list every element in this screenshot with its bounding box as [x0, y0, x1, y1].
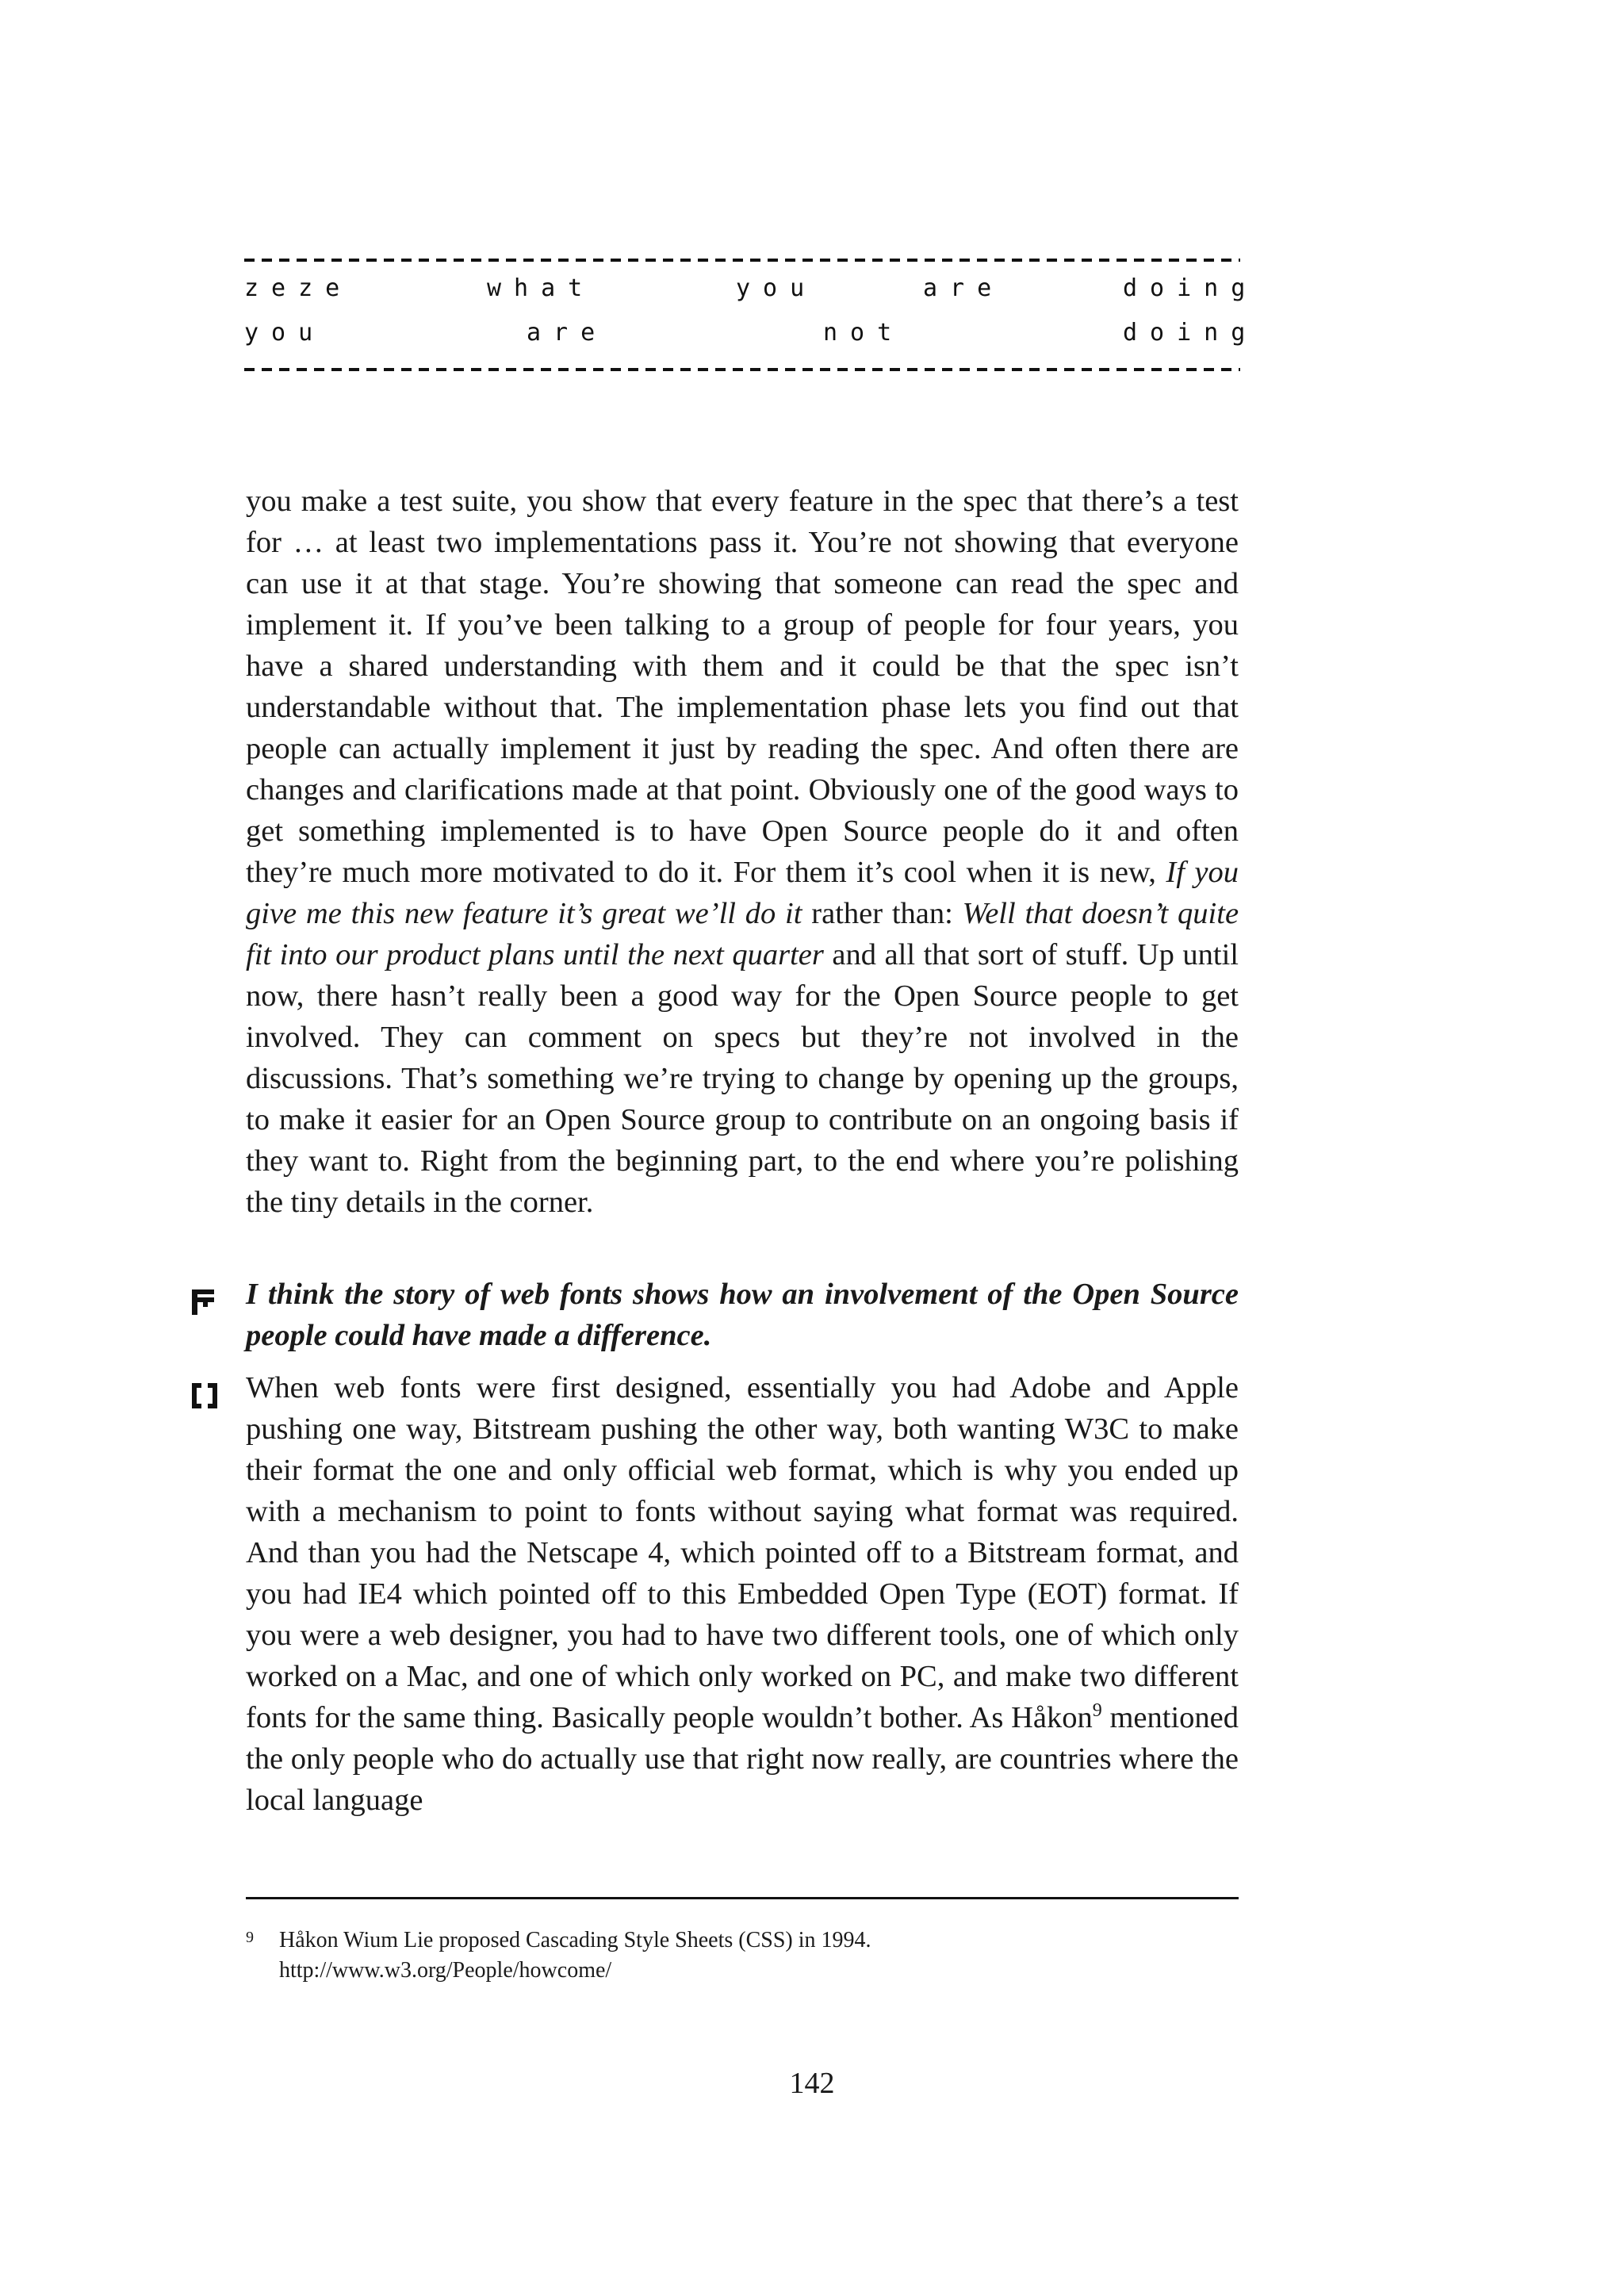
footnote — [246, 1926, 1239, 1986]
footnote-number: 9 — [246, 1929, 254, 1946]
paragraph-text: mentioned the only people who do actually use that right now really, are countries where the local language — [246, 1701, 1239, 1817]
interview-question — [246, 1274, 1239, 1356]
answer-marker-icon — [189, 1380, 220, 1412]
footnote-url[interactable]: http://www.w3.org/People/howcome/ — [279, 1958, 612, 1983]
header-word: are — [527, 319, 608, 347]
header-word: are — [923, 274, 1005, 302]
dashed-rule-top — [244, 259, 1240, 262]
header-word: zeze — [244, 274, 353, 302]
header-word: you — [736, 274, 818, 302]
body-paragraph — [246, 481, 1239, 1223]
italic-quote: If you give me this new feature it’s great we’ll do it — [246, 856, 1239, 930]
chapter-header-ornament — [244, 247, 1258, 377]
question-text: I think the story of web fonts shows how an involvement of the Open Source people could have made a difference. — [246, 1278, 1239, 1352]
footnote-text: Håkon Wium Lie proposed Cascading Style Sheets (CSS) in 1994. — [279, 1928, 871, 1952]
page-number: 142 — [789, 2067, 835, 2100]
paragraph-text: you make a test suite, you show that every feature in the spec that there’s a test for … at least two implementations pass it. You’re not showing that everyone can use it at that stage. You’re showing that someone can read the spec and implement it. If you’ve been talking to a group of people for four years, you have a shared understanding with them and it could be that the spec isn’t understandable without that. The implementation phase lets you find out that people can actually implement it just by reading the spec. And often there are changes and clarifications made at that point. Obviously one of the good ways to get something implemented is to have Open Source people do it and often they’re much more motivated to do it. For them it’s cool when it is new, — [246, 485, 1239, 889]
dashed-rule-bottom — [244, 368, 1240, 371]
interview-answer — [246, 1367, 1239, 1821]
header-word: doing — [1123, 319, 1258, 347]
italic-quote: Well that doesn’t quite fit into our product plans until the next quarter — [246, 897, 1239, 971]
paragraph-text: rather than: — [811, 897, 953, 930]
paragraph-text: When web fonts were first designed, essentially you had Adobe and Apple pushing one way, Bitstream pushing the other way, both wanting W3C to make their format the one and only official web format, which is why you ended up with a mechanism to point to fonts without saying what format was required. And than you had the Netscape 4, which pointed off to a Bitstream format, and you had IE4 which pointed off to this Embedded Open Type (EOT) format. If you were a web designer, you had to have two different tools, one of which only worked on a Mac, and one of which only worked on PC, and make two different fonts for the same thing. Basically people wouldn’t bother. As Håkon — [246, 1371, 1239, 1734]
footnote-rule — [246, 1897, 1239, 1899]
header-word: what — [487, 274, 596, 302]
header-word: doing — [1123, 274, 1258, 302]
question-marker-icon — [189, 1286, 220, 1318]
header-word: you — [244, 319, 326, 347]
paragraph-text: and all that sort of stuff. Up until now, there hasn’t really been a good way for the Open Source people to get involved. They can comment on specs but they’re not involved in the discussions. That’s something we’re trying to change by opening up the groups, to make it easier for an Open Source group to contribute on an ongoing basis if they want to. Right from the beginning part, to the end where you’re polishing the tiny details in the corner. — [246, 938, 1239, 1219]
header-word: not — [823, 319, 905, 347]
footnote-reference[interactable]: 9 — [1092, 1700, 1102, 1722]
